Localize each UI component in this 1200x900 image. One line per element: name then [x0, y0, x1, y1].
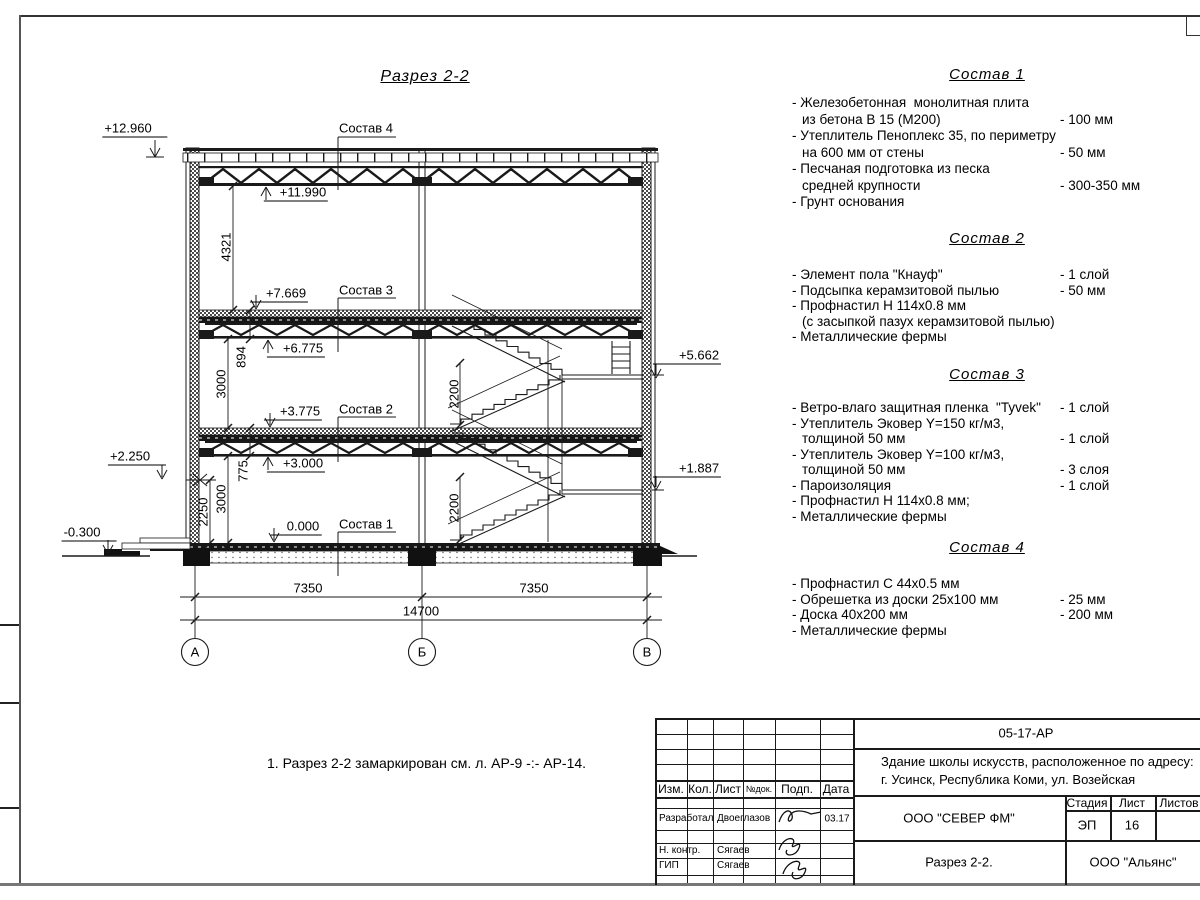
ladder [612, 341, 630, 374]
frame-mark-2 [0, 702, 19, 704]
callout-sostav2: Состав 2 [339, 401, 393, 417]
spec-title: Состав 2 [949, 230, 1025, 247]
dim-4321: 4321 [218, 232, 234, 262]
spec-item: - Утеплитель Эковер Y=150 кг/м3, [792, 415, 1005, 431]
axis-v: В [642, 644, 652, 660]
spec-item: - Утеплитель Пеноплекс 35, по периметру [792, 128, 1056, 143]
elevation-m0300: -0.300 [62, 525, 117, 542]
stage-value: ЭП [1077, 817, 1097, 833]
drawing-title: Разрез 2-2 [380, 68, 470, 85]
col-ndok: №док. [745, 784, 773, 794]
axis-a: А [190, 644, 200, 660]
spec-item: на 600 мм от стены - 50 мм [802, 144, 1106, 160]
dim-775: 775 [235, 460, 251, 482]
callout-sostav4: Состав 4 [339, 120, 393, 136]
spec-sostav-3 [792, 366, 1182, 524]
elevation-1887: +1.887 [653, 461, 721, 478]
frame-mark-1 [0, 624, 19, 626]
spec-item: - Профнастил С 44х0.5 мм [792, 576, 960, 591]
dim-894: 894 [233, 346, 249, 368]
sheet-label: Лист [1118, 796, 1146, 810]
elevation-2250: +2.250 [108, 449, 166, 466]
date-developer: 03.17 [824, 813, 850, 825]
role-gip: ГИП [659, 860, 679, 871]
signature-icon [773, 834, 823, 882]
elevation-7669: +7.669 [250, 286, 308, 303]
sheet-title: Разрез 2-2. [925, 854, 993, 870]
role-ncontrol: Н. контр. [659, 845, 701, 856]
elevation-3000: +3.000 [267, 456, 325, 473]
spec-sostav-1 [792, 66, 1182, 211]
name-ncontrol: Сягаев [717, 845, 750, 856]
roof-assembly [183, 148, 658, 186]
spec-title: Состав 3 [949, 366, 1025, 383]
col-data: Дата [822, 782, 850, 796]
title-block [655, 718, 1200, 885]
project-name-line1: Здание школы искусств, расположенное по адресу: [881, 754, 1194, 769]
sheets-label: Листов [1159, 796, 1199, 810]
name-gip: Сягаев [717, 860, 750, 871]
elevation-6775: +6.775 [267, 341, 325, 358]
spec-item: средней крупности - 300-350 мм [802, 177, 1141, 193]
spec-item: толщиной 50 мм - 3 слоя [802, 462, 1110, 477]
callout-sostav3: Состав 3 [339, 282, 393, 298]
spec-item: толщиной 50 мм - 1 слой [802, 431, 1110, 446]
dim-7350-left: 7350 [293, 580, 323, 596]
spec-item: - Подсыпка керамзитовой пылью - 50 мм [792, 282, 1106, 298]
elevation-12960: +12.960 [102, 121, 167, 138]
frame-corner-box [1186, 15, 1200, 36]
spec-item: - Металлические фермы [792, 622, 947, 638]
spec-item: - Песчаная подготовка из песка [792, 161, 990, 176]
col-list: Лист [714, 782, 742, 796]
spec-sostav-4 [792, 539, 1182, 638]
spec-sostav-2 [792, 230, 1182, 345]
stairs [448, 295, 643, 548]
frame-top [19, 15, 1200, 17]
spec-title: Состав 4 [949, 539, 1025, 556]
floor1-assembly [199, 428, 643, 457]
col-izm: Изм. [658, 782, 684, 796]
spec-item: - Металлические фермы [792, 329, 947, 344]
company-name: ООО "СЕВЕР ФМ" [903, 810, 1015, 826]
spec-item: - Профнастил Н 114х0.8 мм; [792, 493, 970, 508]
dim-2200-upper: 2200 [446, 379, 462, 409]
spec-item: - Металлические фермы [792, 508, 947, 524]
callout-leaders [338, 137, 396, 576]
spec-item: - Утеплитель Эковер Y=100 кг/м3, [792, 446, 1005, 462]
elevation-5662: +5.662 [653, 348, 721, 365]
project-name-line2: г. Усинск, Республика Коми, ул. Возейская [881, 772, 1136, 787]
role-developer: Разработал [659, 813, 714, 824]
ground-slab [62, 538, 697, 566]
spec-item: (с засыпкой пазух керамзитовой пылью) [802, 313, 1055, 329]
walls [186, 148, 655, 566]
dim-14700: 14700 [402, 603, 440, 619]
floor2-assembly [199, 310, 643, 339]
dim-3000-upper: 3000 [213, 369, 229, 399]
spec-item: - Пароизоляция - 1 слой [792, 477, 1110, 493]
elevation-3775: +3.775 [264, 404, 322, 421]
sheet-value: 16 [1124, 817, 1140, 833]
elevation-11990: +11.990 [264, 185, 328, 202]
dim-3000-lower: 3000 [213, 484, 229, 514]
stage-label: Стадия [1066, 796, 1108, 810]
axis-b: Б [417, 644, 427, 660]
spec-item: - Грунт основания [792, 194, 905, 209]
contractor-name: ООО "Альянс" [1089, 854, 1177, 870]
spec-item: - Доска 40х200 мм - 200 мм [792, 607, 1114, 622]
frame-left [19, 15, 21, 885]
dim-2250: 2250 [195, 497, 211, 527]
spec-title: Состав 1 [949, 66, 1025, 83]
spec-item: - Обрешетка из доски 25х100 мм - 25 мм [792, 591, 1106, 607]
drawing-note: 1. Разрез 2-2 замаркирован см. л. АР-9 -:- АР-14. [267, 755, 587, 771]
col-podp: Подп. [781, 782, 813, 796]
spec-item: - Железобетонная монолитная плита [792, 95, 1030, 110]
callout-sostav1: Состав 1 [339, 516, 393, 532]
signature-icon [777, 806, 823, 828]
name-developer: Двоеглазов [717, 813, 771, 824]
col-kol: Кол. [688, 782, 712, 796]
frame-mark-3 [0, 807, 19, 809]
spec-item: - Ветро-влаго защитная пленка "Tyvek" - 1 слой [792, 400, 1110, 415]
dim-7350-right: 7350 [519, 580, 549, 596]
dim-2200-lower: 2200 [446, 493, 462, 523]
doc-number: 05-17-АР [998, 725, 1054, 741]
spec-item: - Элемент пола "Кнауф" - 1 слой [792, 267, 1110, 282]
spec-item: из бетона В 15 (М200) - 100 мм [802, 111, 1114, 127]
spec-item: - Профнастил Н 114х0.8 мм [792, 298, 966, 313]
elevation-0000: 0.000 [271, 519, 322, 536]
